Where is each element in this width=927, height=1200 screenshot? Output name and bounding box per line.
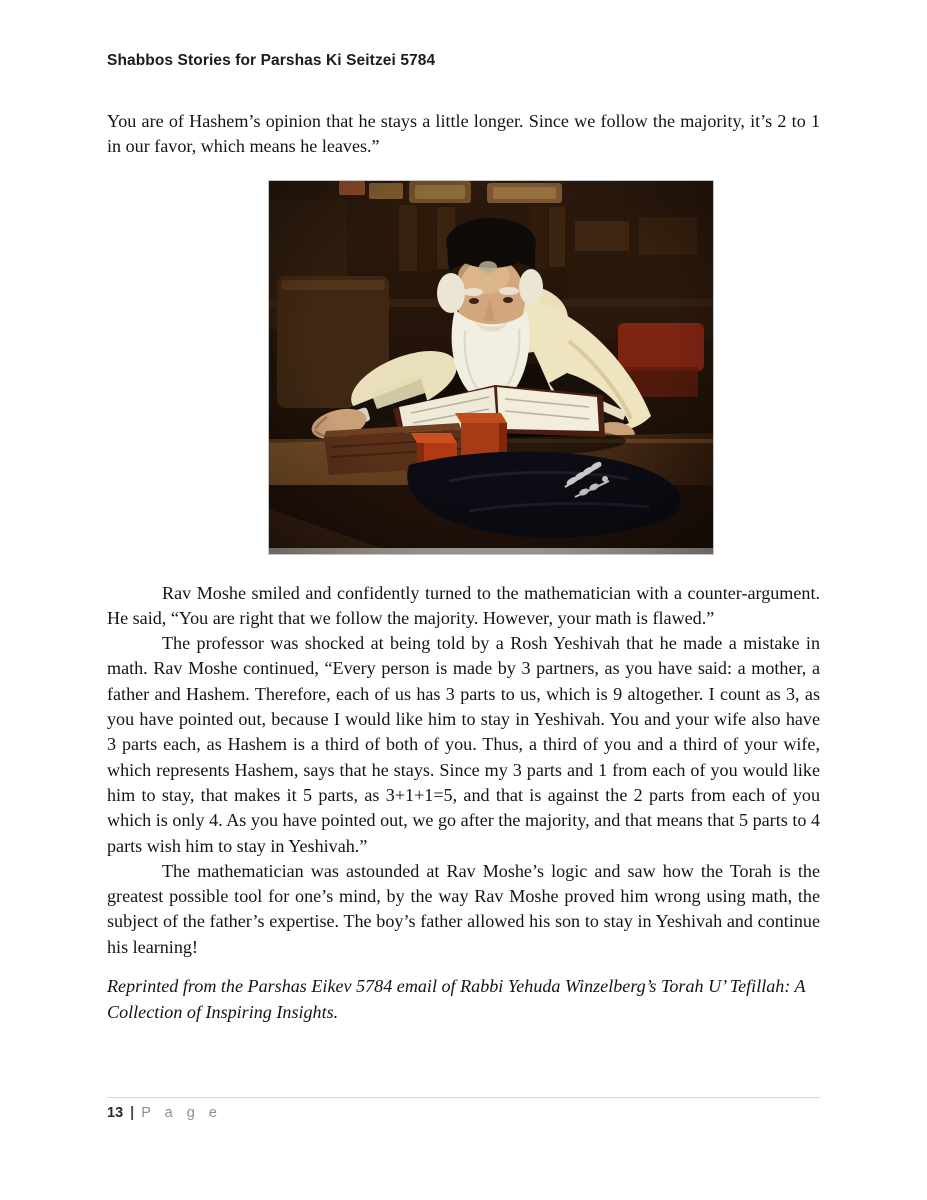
attribution-note: Reprinted from the Parshas Eikev 5784 email of Rabbi Yehuda Winzelberg’s Torah U’ Tefillah: A Collection of Inspiring Insights. — [107, 976, 806, 1022]
paragraph: You are of Hashem’s opinion that he stays a little longer. Since we follow the majority, it’s 2 to 1 in our favor, which means he leaves.” — [107, 111, 820, 157]
paragraph: The mathematician was astounded at Rav Moshe’s logic and saw how the Torah is the greatest possible tool for one’s mind, by the way Rav Moshe proved him wrong using math, the subject of the father’s expertise. The boy’s father allowed his son to stay in Yeshivah and continue his learning! — [107, 860, 820, 957]
page-header: Shabbos Stories for Parshas Ki Seitzei 5784 — [107, 52, 436, 69]
page-label: P a g e — [141, 1105, 222, 1121]
page-footer — [107, 1097, 820, 1121]
paragraph: The professor was shocked at being told by a Rosh Yeshivah that he made a mistake in math. Rav Moshe continued, “Every person is made by 3 partners, as you have said: a mother, a father and Hashem. Therefore, each of us has 3 parts to us, which is 9 altogether. I count as 3, as you have pointed out, because I would like him to stay in Yeshivah. You and your wife also have 3 parts each, as Hashem is a third of both of you. Thus, a third of you and a third of your wife, which represents Hashem, says that he stays. Since my 3 parts and 1 from each of you would like him to stay, that makes it 5 parts, as 3+1+1=5, and that is against the 2 parts from each of you which is only 4. As you have pointed out, we go after the majority, and that means that 5 parts to 4 parts wish him to stay in Yeshivah.” — [107, 633, 820, 856]
footer-separator: | — [130, 1105, 135, 1121]
document-body — [107, 109, 820, 1025]
photo-rav-moshe-studying — [268, 180, 714, 555]
paragraph: Rav Moshe smiled and confidently turned to the mathematician with a counter-argument. He said, “You are right that we follow the majority. However, your math is flawed.” — [107, 582, 820, 628]
page-number: 13 — [107, 1105, 124, 1121]
rav-moshe-photo-illustration — [269, 181, 713, 554]
